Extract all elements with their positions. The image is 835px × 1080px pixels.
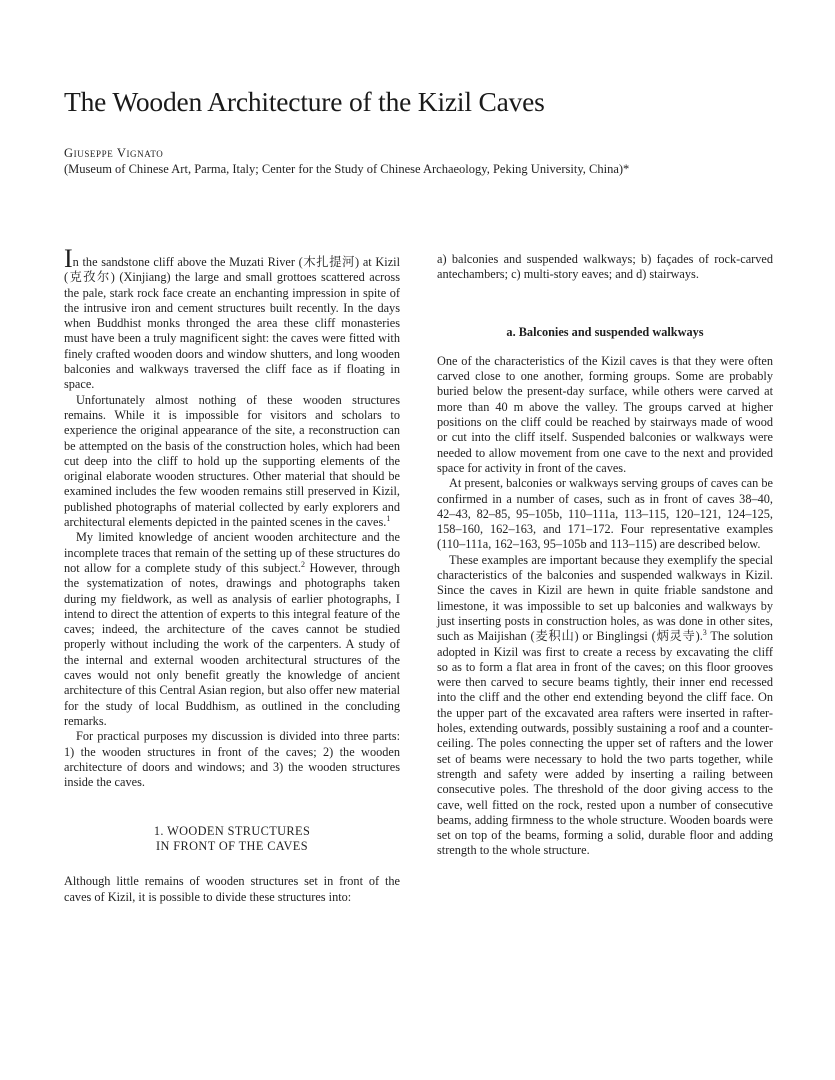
paragraph-characteristics: One of the characteristics of the Kizil caves is that they were often carved close to one another, forming groups. Some are probably buried below the present-day surface, while others were carved at more than 40 m above the valley. The groups carved at higher positions on the cliff could be reached by stairways made of wood or cut into the cliff itself. Suspended balconies or walkways were needed to allow movement from one cave to the next and provided space for activity in front of the caves.	[437, 353, 773, 475]
author-name: Giuseppe Vignato	[64, 146, 164, 160]
paragraph-solution-text-b: The solution adopted in Kizil was first to create a recess by excavating the cliff so as to form a flat area in front of the caves; on this floor grooves were then carved to secure beams tightly, their inner end recessed into the cliff and the other end extending beyond the cliff face. On the upper part of the excavated area rafters were inserted in rafter-holes, extending outwards, possibly sustaining a roof and a counter-ceiling. The poles connecting the upper set of rafters and the lower set of beams were necessary to hold the two parts together, while strength and safety were added by inserting a railing between consecutive poles. The threshold of the door giving access to the cave, well fitted on the rock, rested upon a number of consecutive beams, adding firmness to the whole structure. Wooden boards were set on top of the beams, forming a solid, durable floor and adding strength to the whole structure.	[437, 629, 773, 858]
paragraph-remains-text: Unfortunately almost nothing of these wooden structures remains. While it is impossible for visitors and scholars to experience the original appearance of the site, a reconstruction can be attempted on the basis of the construction holes, which had been cut deep into the cliff to hold up the supporting elements of the original elaborate wooden structures. Other material that should be examined includes the few wooden remains still preserved in Kizil, published photographs of material collected by early explorers and architectural elements depicted in the painted scenes in the caves.	[64, 392, 400, 530]
drop-cap: I	[64, 244, 73, 273]
section-heading-line2: IN FRONT OF THE CAVES	[156, 839, 308, 854]
paragraph-knowledge-text-b: However, through the systematization of notes, drawings and photographs taken during my fieldwork, as well as analysis of earlier photographs, I intend to direct the attention of experts to this integral feature of the caves; indeed, the architecture of the caves cannot be studied properly without including the work of the carpenters. A study of the internal and external wooden architectural structures of the caves would not only benefit greatly the knowledge of ancient architecture of this Central Asian region, but also offer new material for the study of local Buddhism, as outlined in the concluding remarks.	[64, 560, 400, 728]
paragraph-parts: For practical purposes my discussion is divided into three parts: 1) the wooden structures in front of the caves; 2) the wooden architecture of doors and windows; and 3) the wooden structures inside the caves.	[64, 729, 400, 790]
paragraph-list: a) balconies and suspended walkways; b) façades of rock-carved antechambers; c) multi-story eaves; and d) stairways.	[437, 252, 773, 282]
footnote-ref-2[interactable]: 2	[300, 559, 305, 569]
intro-paragraph	[64, 244, 400, 393]
section-heading	[64, 824, 400, 854]
paragraph-knowledge-text-a: My limited knowledge of ancient wooden architecture and the incomplete traces that remain of the setting up of these structures do not allow for a complete study of this subject.	[64, 530, 400, 575]
paragraph-section-intro: Although little remains of wooden structures set in front of the caves of Kizil, it is possible to divide these structures into:	[64, 874, 400, 904]
article-title: The Wooden Architecture of the Kizil Caves	[64, 86, 545, 117]
paragraph-solution	[437, 553, 773, 859]
section-heading-line1: 1. WOODEN STRUCTURES	[153, 824, 311, 839]
subsection-heading: a. Balconies and suspended walkways	[506, 324, 704, 339]
paragraph-examples: At present, balconies or walkways serving groups of caves can be confirmed in a number of cases, such as in front of caves 38–40, 42–43, 82–85, 95–105b, 110–111a, 113–115, 120–121, 124–125, 158–160, 162–163, and 171–172. Four representative examples (110–111a, 162–163, 95–105b and 113–115) are described below.	[437, 476, 773, 552]
paragraph-solution-text-a: These examples are important because they exemplify the special characteristics of the balconies and suspended walkways in Kizil. Since the caves in Kizil are hewn in quite friable sandstone and limestone, it was impossible to set up balconies and walkways by just inserting posts in construction holes, as was done in other sites, such as Maijishan (麦积山) or Binglingsi (炳灵寺).	[437, 552, 773, 644]
paragraph-knowledge	[64, 530, 400, 729]
author-affiliation: (Museum of Chinese Art, Parma, Italy; Center for the Study of Chinese Archaeology, Peking University, China)*	[64, 162, 630, 176]
footnote-ref-3[interactable]: 3	[702, 628, 707, 638]
footnote-ref-1[interactable]: 1	[386, 513, 391, 523]
paragraph-remains	[64, 393, 400, 531]
right-column	[437, 252, 773, 859]
left-column	[64, 244, 400, 905]
intro-text: n the sandstone cliff above the Muzati River (木扎提河) at Kizil (克孜尔) (Xinjiang) the large and small grottoes scattered across the pale, stark rock face create an enchanting impression in spite of the intrusive iron and cement structures built recently. In the days when Buddhist monks thronged the area these cliff monasteries must have been a truly magnificent sight: the caves were fitted with finely crafted wooden doors and window shutters, and long wooden balconies and walkways traversed the cliff face as if floating in space.	[64, 255, 400, 392]
